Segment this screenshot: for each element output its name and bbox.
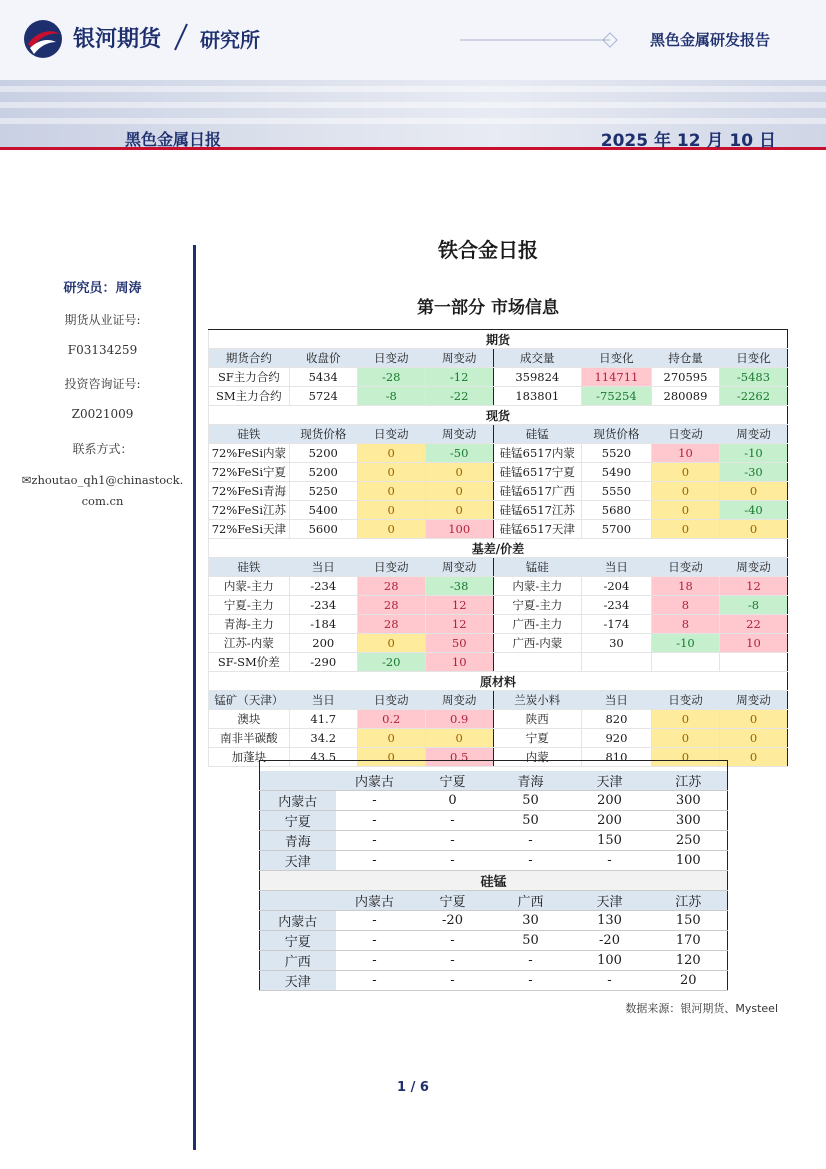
table-cell xyxy=(493,653,581,672)
table-cell: -40 xyxy=(719,501,787,520)
license-label: 期货从业证号: xyxy=(64,313,141,327)
table-cell: 5600 xyxy=(289,520,357,539)
table-cell: - xyxy=(336,931,414,951)
table-cell: 359824 xyxy=(493,368,581,387)
table-cell: 广西-内蒙 xyxy=(493,634,581,653)
column-header: 日变动 xyxy=(357,558,425,577)
table-cell: -10 xyxy=(651,634,719,653)
table-cell: 100 xyxy=(570,951,650,971)
table-cell: 114711 xyxy=(581,368,651,387)
table-cell: 150 xyxy=(650,911,728,931)
header-decoration xyxy=(460,30,630,50)
section-title: 第一部分 市场信息 xyxy=(417,298,559,318)
table-cell: SF-SM价差 xyxy=(209,653,290,672)
table-cell: 0 xyxy=(357,501,425,520)
table-cell: 澳块 xyxy=(209,710,290,729)
column-header: 硅铁 xyxy=(209,558,290,577)
table-cell: 22 xyxy=(719,615,787,634)
row-label: 天津 xyxy=(260,971,336,991)
table-cell: 12 xyxy=(425,615,493,634)
table-cell: 0.5 xyxy=(425,748,493,767)
table-cell: 810 xyxy=(581,748,651,767)
table-row xyxy=(260,951,728,971)
table-cell: 陕西 xyxy=(493,710,581,729)
column-header: 期货合约 xyxy=(209,349,290,368)
column-header: 当日 xyxy=(289,691,357,710)
table-cell: - xyxy=(414,831,492,851)
column-header: 内蒙古 xyxy=(336,771,414,791)
table-cell xyxy=(719,653,787,672)
table-cell: 0 xyxy=(414,791,492,811)
spread_simn-section-row xyxy=(260,871,728,891)
table-cell: -5483 xyxy=(719,368,787,387)
table-cell: 宁夏-主力 xyxy=(209,596,290,615)
table-cell: 100 xyxy=(650,851,728,871)
table-cell: 41.7 xyxy=(289,710,357,729)
table-cell: 18 xyxy=(651,577,719,596)
table-cell: 硅锰6517宁夏 xyxy=(493,463,581,482)
table-cell: -20 xyxy=(357,653,425,672)
table-cell: 0 xyxy=(357,729,425,748)
table-cell: SM主力合约 xyxy=(209,387,290,406)
table-cell: 0.9 xyxy=(425,710,493,729)
column-header: 当日 xyxy=(581,691,651,710)
table-cell: - xyxy=(336,811,414,831)
column-header: 日变动 xyxy=(651,425,719,444)
section-title: 现货 xyxy=(209,406,788,425)
table-cell: - xyxy=(336,951,414,971)
table-cell: -20 xyxy=(570,931,650,951)
slash-divider xyxy=(171,22,191,52)
table-cell: 青海-主力 xyxy=(209,615,290,634)
page-number: 1 / 6 xyxy=(397,1080,429,1095)
row-label: 广西 xyxy=(260,951,336,971)
column-header: 收盘价 xyxy=(289,349,357,368)
table-cell: - xyxy=(336,971,414,991)
table-cell: 江苏-内蒙 xyxy=(209,634,290,653)
section-title: 期货 xyxy=(209,330,788,349)
table-cell: 270595 xyxy=(651,368,719,387)
table-cell: 8 xyxy=(651,596,719,615)
raw-header-row xyxy=(209,691,788,710)
table-row xyxy=(260,931,728,951)
table-cell: 0 xyxy=(425,482,493,501)
table-cell: 5724 xyxy=(289,387,357,406)
column-header: 江苏 xyxy=(650,891,728,911)
table-row xyxy=(260,911,728,931)
table-row xyxy=(209,577,788,596)
table-cell: 加蓬块 xyxy=(209,748,290,767)
license-number: F03134259 xyxy=(67,343,138,357)
table-cell xyxy=(651,653,719,672)
row-label: 青海 xyxy=(260,831,336,851)
daily-title: 黑色金属日报 xyxy=(125,130,222,149)
row-label: 内蒙古 xyxy=(260,911,336,931)
table-cell: 100 xyxy=(425,520,493,539)
table-cell: 183801 xyxy=(493,387,581,406)
column-header: 硅锰 xyxy=(493,425,581,444)
spacer-row xyxy=(260,761,728,772)
table-cell: -234 xyxy=(289,596,357,615)
table-cell: 30 xyxy=(581,634,651,653)
table-cell: 0 xyxy=(357,444,425,463)
report-type: 黑色金属研发报告 xyxy=(649,31,770,49)
table-cell: 0 xyxy=(651,501,719,520)
table-cell: - xyxy=(414,951,492,971)
column-header: 青海 xyxy=(492,771,570,791)
table-cell: -30 xyxy=(719,463,787,482)
table-cell: -75254 xyxy=(581,387,651,406)
table-cell: 0 xyxy=(425,463,493,482)
column-header: 日变化 xyxy=(719,349,787,368)
table-cell: 200 xyxy=(289,634,357,653)
table-cell: -234 xyxy=(289,577,357,596)
table-row xyxy=(260,811,728,831)
table-cell: 50 xyxy=(492,931,570,951)
table-cell: 5490 xyxy=(581,463,651,482)
raw-section-row xyxy=(209,672,788,691)
table-row xyxy=(260,791,728,811)
table-cell: 5400 xyxy=(289,501,357,520)
table-cell: 0 xyxy=(719,729,787,748)
table-cell: 72%FeSi宁夏 xyxy=(209,463,290,482)
section-title: 硅锰 xyxy=(260,871,728,891)
column-header: 宁夏 xyxy=(414,771,492,791)
table-row xyxy=(209,501,788,520)
table-cell: 5250 xyxy=(289,482,357,501)
table-cell: -204 xyxy=(581,577,651,596)
table-cell: 10 xyxy=(425,653,493,672)
column-header: 日变动 xyxy=(651,558,719,577)
row-label: 宁夏 xyxy=(260,811,336,831)
table-cell: -290 xyxy=(289,653,357,672)
table-cell: -2262 xyxy=(719,387,787,406)
table-row xyxy=(209,387,788,406)
table-cell: - xyxy=(336,851,414,871)
table-cell: 5200 xyxy=(289,444,357,463)
table-cell: 0 xyxy=(651,463,719,482)
table-cell: 0 xyxy=(719,482,787,501)
table-cell: - xyxy=(492,851,570,871)
table-cell: -234 xyxy=(581,596,651,615)
table-cell: 10 xyxy=(719,634,787,653)
table-cell xyxy=(581,653,651,672)
table-cell: 内蒙 xyxy=(493,748,581,767)
table-cell: 硅锰6517江苏 xyxy=(493,501,581,520)
column-header: 现货价格 xyxy=(581,425,651,444)
column-header: 现货价格 xyxy=(289,425,357,444)
table-cell: 10 xyxy=(651,444,719,463)
table-row xyxy=(260,831,728,851)
table-cell: 南非半碳酸 xyxy=(209,729,290,748)
table-cell: 820 xyxy=(581,710,651,729)
table-cell: 0 xyxy=(357,482,425,501)
column-header: 日变动 xyxy=(357,425,425,444)
table-cell: 200 xyxy=(570,791,650,811)
email[interactable] xyxy=(0,473,205,487)
table-cell: 300 xyxy=(650,791,728,811)
table-cell: -50 xyxy=(425,444,493,463)
table-cell: 8 xyxy=(651,615,719,634)
table-cell: 72%FeSi青海 xyxy=(209,482,290,501)
report-date: 2025 年 12 月 10 日 xyxy=(600,131,776,151)
table-cell: 28 xyxy=(357,596,425,615)
table-cell: 72%FeSi天津 xyxy=(209,520,290,539)
table-cell: 0 xyxy=(651,520,719,539)
column-header: 日变动 xyxy=(357,691,425,710)
table-cell: -28 xyxy=(357,368,425,387)
table-cell: 130 xyxy=(570,911,650,931)
table-cell: 宁夏-主力 xyxy=(493,596,581,615)
table-cell: -38 xyxy=(425,577,493,596)
advisory-label: 投资咨询证号: xyxy=(64,377,141,391)
table-cell: -10 xyxy=(719,444,787,463)
table-cell: - xyxy=(336,911,414,931)
table-cell: 宁夏 xyxy=(493,729,581,748)
table-cell: 硅锰6517天津 xyxy=(493,520,581,539)
row-label: 内蒙古 xyxy=(260,791,336,811)
table-cell: - xyxy=(492,971,570,991)
table-cell: 72%FeSi内蒙 xyxy=(209,444,290,463)
table-row xyxy=(209,482,788,501)
table-cell: - xyxy=(414,971,492,991)
table-cell: 250 xyxy=(650,831,728,851)
table-cell: 内蒙-主力 xyxy=(493,577,581,596)
table-cell: 280089 xyxy=(651,387,719,406)
table-cell: 硅锰6517内蒙 xyxy=(493,444,581,463)
spread_simn-header-row xyxy=(260,891,728,911)
table-cell: -12 xyxy=(425,368,493,387)
column-header xyxy=(260,771,336,791)
table-cell: 5434 xyxy=(289,368,357,387)
table-cell: 30 xyxy=(492,911,570,931)
table-cell: 0 xyxy=(719,710,787,729)
table-row xyxy=(209,710,788,729)
table-cell: 20 xyxy=(650,971,728,991)
table-cell: - xyxy=(414,851,492,871)
brand-name: 银河期货 xyxy=(73,27,162,52)
table-cell: 150 xyxy=(570,831,650,851)
table-cell: 硅锰6517广西 xyxy=(493,482,581,501)
column-header: 周变动 xyxy=(425,349,493,368)
table-row xyxy=(209,368,788,387)
table-cell: 0 xyxy=(357,520,425,539)
table-cell: 0 xyxy=(357,748,425,767)
table-cell: 43.5 xyxy=(289,748,357,767)
table-cell: 5200 xyxy=(289,463,357,482)
column-header: 周变动 xyxy=(719,691,787,710)
table-row xyxy=(209,615,788,634)
email-line2: com.cn xyxy=(81,494,124,508)
table-cell: - xyxy=(414,811,492,831)
column-header: 当日 xyxy=(289,558,357,577)
row-label: 天津 xyxy=(260,851,336,871)
column-header: 日变动 xyxy=(357,349,425,368)
table-cell: -174 xyxy=(581,615,651,634)
column-header: 周变动 xyxy=(719,558,787,577)
table-cell: 0 xyxy=(357,463,425,482)
table-cell: 200 xyxy=(570,811,650,831)
table-cell: 50 xyxy=(492,811,570,831)
basis-header-row xyxy=(209,558,788,577)
basis-section-row xyxy=(209,539,788,558)
column-header: 周变动 xyxy=(425,558,493,577)
table-cell: - xyxy=(336,831,414,851)
page-title: 铁合金日报 xyxy=(438,238,538,262)
table-cell: 0 xyxy=(651,710,719,729)
table-cell: 12 xyxy=(719,577,787,596)
table-cell: 34.2 xyxy=(289,729,357,748)
column-header: 宁夏 xyxy=(414,891,492,911)
column-header: 锰硅 xyxy=(493,558,581,577)
table-row xyxy=(209,444,788,463)
table-cell: 72%FeSi江苏 xyxy=(209,501,290,520)
section-title: 原材料 xyxy=(209,672,788,691)
column-header: 江苏 xyxy=(650,771,728,791)
column-header: 硅铁 xyxy=(209,425,290,444)
contact-label: 联系方式： xyxy=(72,442,133,456)
table-cell: - xyxy=(414,931,492,951)
table-cell: - xyxy=(492,831,570,851)
table-cell: 广西-主力 xyxy=(493,615,581,634)
column-header: 周变动 xyxy=(425,691,493,710)
column-header: 日变动 xyxy=(651,691,719,710)
column-header: 广西 xyxy=(492,891,570,911)
table-cell: 50 xyxy=(425,634,493,653)
spot-header-row xyxy=(209,425,788,444)
table-cell: 0.2 xyxy=(357,710,425,729)
table-row xyxy=(209,520,788,539)
table-cell: 5700 xyxy=(581,520,651,539)
table-cell: 0 xyxy=(719,748,787,767)
column-header: 内蒙古 xyxy=(336,891,414,911)
column-header: 周变动 xyxy=(719,425,787,444)
market-info-table xyxy=(208,329,788,767)
table-cell: 0 xyxy=(651,748,719,767)
table-cell: -22 xyxy=(425,387,493,406)
section-title: 基差/价差 xyxy=(209,539,788,558)
table-cell: -8 xyxy=(357,387,425,406)
column-header xyxy=(260,891,336,911)
table-row xyxy=(260,971,728,991)
table-cell: 0 xyxy=(651,482,719,501)
table-row xyxy=(260,851,728,871)
table-cell: 920 xyxy=(581,729,651,748)
futures-header-row xyxy=(209,349,788,368)
table-cell: SF主力合约 xyxy=(209,368,290,387)
row-label: 宁夏 xyxy=(260,931,336,951)
column-header: 兰炭小料 xyxy=(493,691,581,710)
column-header: 天津 xyxy=(570,891,650,911)
table-cell: -184 xyxy=(289,615,357,634)
column-header: 持仓量 xyxy=(651,349,719,368)
regional-spread-table xyxy=(259,760,728,991)
table-row xyxy=(209,596,788,615)
table-cell: 28 xyxy=(357,615,425,634)
table-cell: -8 xyxy=(719,596,787,615)
advisory-number: Z0021009 xyxy=(71,407,134,421)
table-cell: - xyxy=(336,791,414,811)
table-cell: 5680 xyxy=(581,501,651,520)
table-row xyxy=(209,729,788,748)
table-cell: 0 xyxy=(651,729,719,748)
institute-name: 研究所 xyxy=(200,28,260,52)
column-header: 当日 xyxy=(581,558,651,577)
column-header: 日变化 xyxy=(581,349,651,368)
table-row xyxy=(209,653,788,672)
column-header: 天津 xyxy=(570,771,650,791)
spread_fesi-header-row xyxy=(260,771,728,791)
researcher: 研究员：周涛 xyxy=(63,281,142,296)
table-cell: 28 xyxy=(357,577,425,596)
column-header: 成交量 xyxy=(493,349,581,368)
table-cell: - xyxy=(492,951,570,971)
table-cell: - xyxy=(570,971,650,991)
table-cell: - xyxy=(570,851,650,871)
spot-section-row xyxy=(209,406,788,425)
table-cell: 50 xyxy=(492,791,570,811)
table-cell: 170 xyxy=(650,931,728,951)
table-cell: 300 xyxy=(650,811,728,831)
table-row xyxy=(209,463,788,482)
envelope-icon: ✉ xyxy=(21,473,32,487)
table-cell: 0 xyxy=(719,520,787,539)
table-cell: 0 xyxy=(425,729,493,748)
column-header: 周变动 xyxy=(425,425,493,444)
table-cell: 5550 xyxy=(581,482,651,501)
table-cell: 120 xyxy=(650,951,728,971)
table-cell: 内蒙-主力 xyxy=(209,577,290,596)
galaxy-logo-icon xyxy=(22,18,64,60)
email-line1: zhoutao_qh1@chinastock. xyxy=(31,473,184,487)
table-cell: 5520 xyxy=(581,444,651,463)
table-cell: -20 xyxy=(414,911,492,931)
table-cell: 0 xyxy=(425,501,493,520)
futures-section-row xyxy=(209,330,788,349)
table-cell: 12 xyxy=(425,596,493,615)
table-cell: 0 xyxy=(357,634,425,653)
data-source: 数据来源：银河期货、Mysteel xyxy=(625,1002,778,1015)
column-header: 锰矿（天津） xyxy=(209,691,290,710)
table-row xyxy=(209,634,788,653)
